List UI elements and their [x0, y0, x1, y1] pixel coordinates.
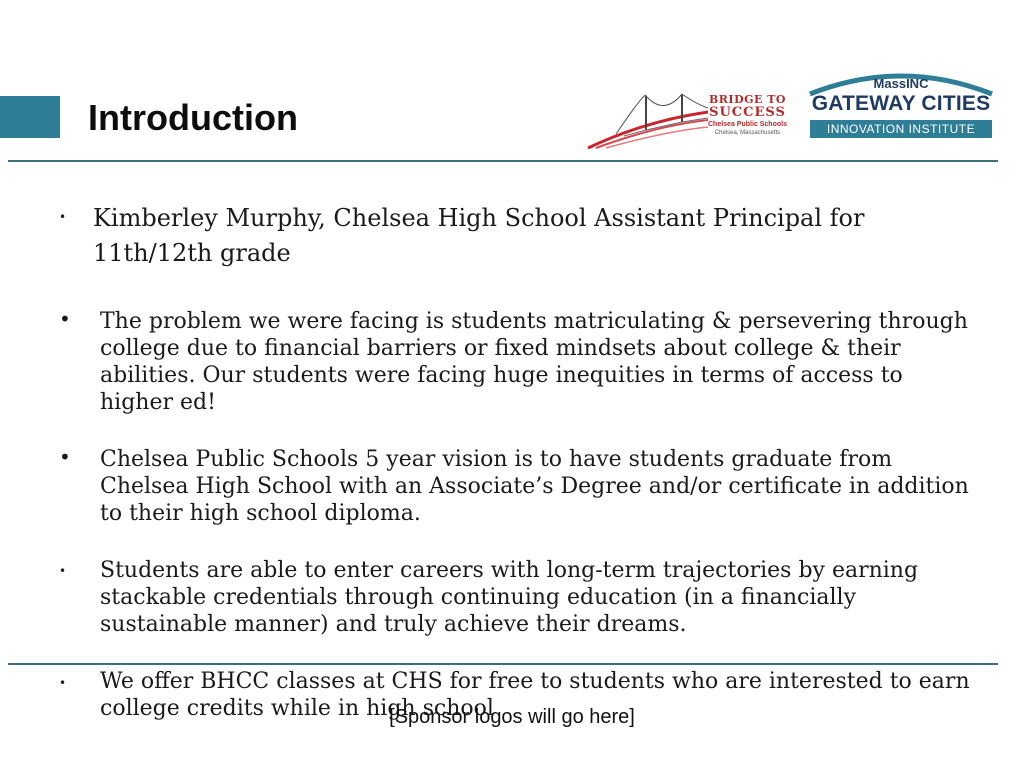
bullet-item-problem: The problem we were facing is students matriculating & persevering through college due to financial barriers or fixed mindsets about college & their abilities. Our students were facing huge inequities in terms of access to higher ed!: [100, 309, 968, 415]
massinc-wordmark: [806, 76, 996, 91]
slide-title: Introduction: [88, 97, 298, 138]
gateway-cities-logo: [806, 66, 996, 142]
bts-line3: Chelsea Public Schools: [708, 121, 787, 128]
mass-text: Mass: [873, 76, 907, 91]
bts-line4: Chelsea, Massachusetts: [714, 130, 781, 136]
inc-text: INC: [906, 76, 929, 91]
innovation-institute-bar: INNOVATION INSTITUTE: [810, 120, 992, 138]
bridge-to-success-logo: [586, 90, 796, 152]
bts-line1: BRIDGE TO: [708, 93, 786, 106]
bullet-item-presenter: Kimberley Murphy, Chelsea High School Assistant Principal for 11th/12th grade: [93, 204, 865, 267]
bullet-marker: •: [59, 210, 67, 224]
footer-divider: [8, 663, 998, 665]
bullet-item-bhcc: We offer BHCC classes at CHS for free to students who are interested to earn college credits while in high school: [100, 669, 970, 721]
bullet-item-careers: Students are able to enter careers with long-term trajectories by earning stackable credentials through continuing education (in a financially sustainable manner) and truly achieve their dreams.: [100, 558, 919, 637]
bts-line2: SUCCESS: [709, 105, 786, 120]
bullet-marker: •: [59, 564, 67, 578]
header-divider: [8, 160, 998, 162]
title-accent-block: [0, 96, 60, 138]
bullet-item-vision: Chelsea Public Schools 5 year vision is to have students graduate from Chelsea High School with an Associate’s Degree and/or certificate in addition to their high school diploma.: [100, 447, 969, 526]
bullet-marker: •: [59, 445, 71, 469]
bridge-to-success-wordmark: [708, 94, 787, 137]
gateway-cities-wordmark: GATEWAY CITIES: [811, 92, 991, 115]
bullet-marker: •: [59, 676, 67, 690]
bullet-marker: •: [59, 307, 71, 331]
bridge-icon: [586, 90, 710, 152]
sponsor-placeholder: [Sponsor logos will go here]: [389, 706, 635, 728]
